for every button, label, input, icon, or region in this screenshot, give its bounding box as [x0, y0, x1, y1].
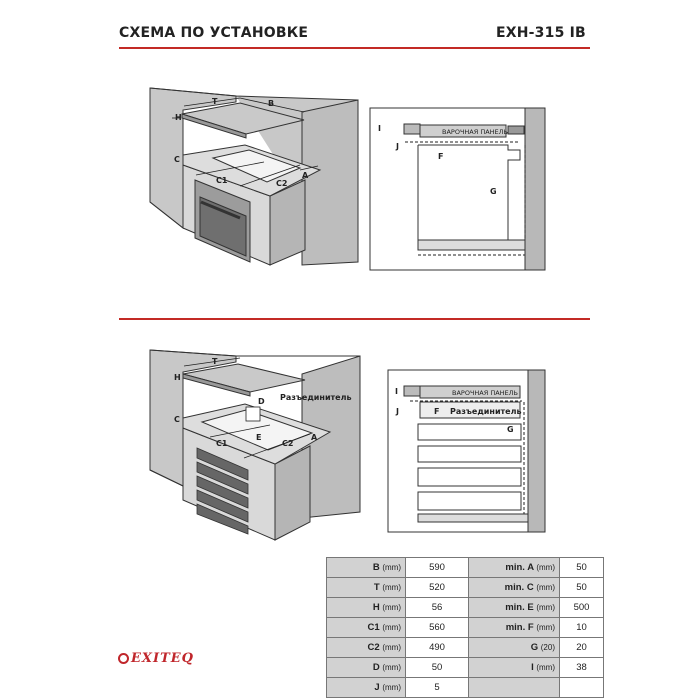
dim-value: 560 [406, 618, 469, 638]
label-T-bottom: T [212, 357, 218, 366]
brand-logo: EXITEQ [118, 651, 194, 666]
dim-key-2: min. F (mm) [469, 618, 560, 638]
dim-key: C2 (mm) [327, 638, 406, 658]
label-C1-bottom: C1 [216, 439, 228, 448]
table-row [327, 618, 604, 638]
dim-key-2: G (20) [469, 638, 560, 658]
label-H-bottom: H [174, 373, 181, 382]
label-I: I [378, 124, 381, 133]
dim-key: D (mm) [327, 658, 406, 678]
brand-mark-icon [118, 653, 129, 664]
label-C1: C1 [216, 176, 228, 185]
table-row [327, 638, 604, 658]
label-C2: C2 [276, 179, 288, 188]
dim-value: 490 [406, 638, 469, 658]
dim-value: 590 [406, 558, 469, 578]
label-C2-bottom: C2 [282, 439, 294, 448]
dim-key: C1 (mm) [327, 618, 406, 638]
label-J-bottom: J [396, 407, 399, 416]
dim-key: T (mm) [327, 578, 406, 598]
table-row [327, 658, 604, 678]
switch-label-side: Разъединитель [450, 407, 522, 416]
label-F: F [438, 152, 444, 161]
dim-value-2: 38 [560, 658, 604, 678]
dim-key-2 [469, 678, 560, 698]
dim-value: 56 [406, 598, 469, 618]
dim-value: 5 [406, 678, 469, 698]
dim-key-2: min. A (mm) [469, 558, 560, 578]
dim-value-2 [560, 678, 604, 698]
dim-value: 520 [406, 578, 469, 598]
label-E: E [256, 433, 262, 442]
table-row [327, 678, 604, 698]
dim-key: B (mm) [327, 558, 406, 578]
model-name: EXH-315 IB [496, 25, 586, 41]
dim-key: J (mm) [327, 678, 406, 698]
label-C: C [174, 155, 180, 164]
label-A-bottom: A [311, 433, 318, 442]
label-F-bottom: F [434, 407, 440, 416]
page-title: СХЕМА ПО УСТАНОВКЕ [119, 25, 309, 41]
label-J: J [396, 142, 399, 151]
dim-value-2: 500 [560, 598, 604, 618]
switch-label-3d: Разъединитель [280, 393, 352, 402]
dim-value-2: 50 [560, 558, 604, 578]
panel-label-bottom: ВАРОЧНАЯ ПАНЕЛЬ [452, 389, 518, 397]
label-G: G [490, 187, 497, 196]
label-B: B [268, 99, 275, 108]
table-row [327, 558, 604, 578]
label-A: A [302, 171, 309, 180]
dim-value-2: 10 [560, 618, 604, 638]
label-C-bottom: C [174, 415, 180, 424]
dim-value: 50 [406, 658, 469, 678]
dim-key-2: I (mm) [469, 658, 560, 678]
dimensions-table [326, 557, 604, 698]
label-H: H [175, 113, 182, 122]
dim-key-2: min. E (mm) [469, 598, 560, 618]
label-T: T [212, 97, 218, 106]
table-row [327, 598, 604, 618]
dim-value-2: 50 [560, 578, 604, 598]
dim-key: H (mm) [327, 598, 406, 618]
label-D: D [258, 397, 265, 406]
label-G-bottom: G [507, 425, 514, 434]
panel-label: ВАРОЧНАЯ ПАНЕЛЬ [442, 128, 508, 136]
label-I-bottom: I [395, 387, 398, 396]
dim-key-2: min. C (mm) [469, 578, 560, 598]
dim-value-2: 20 [560, 638, 604, 658]
table-row [327, 578, 604, 598]
